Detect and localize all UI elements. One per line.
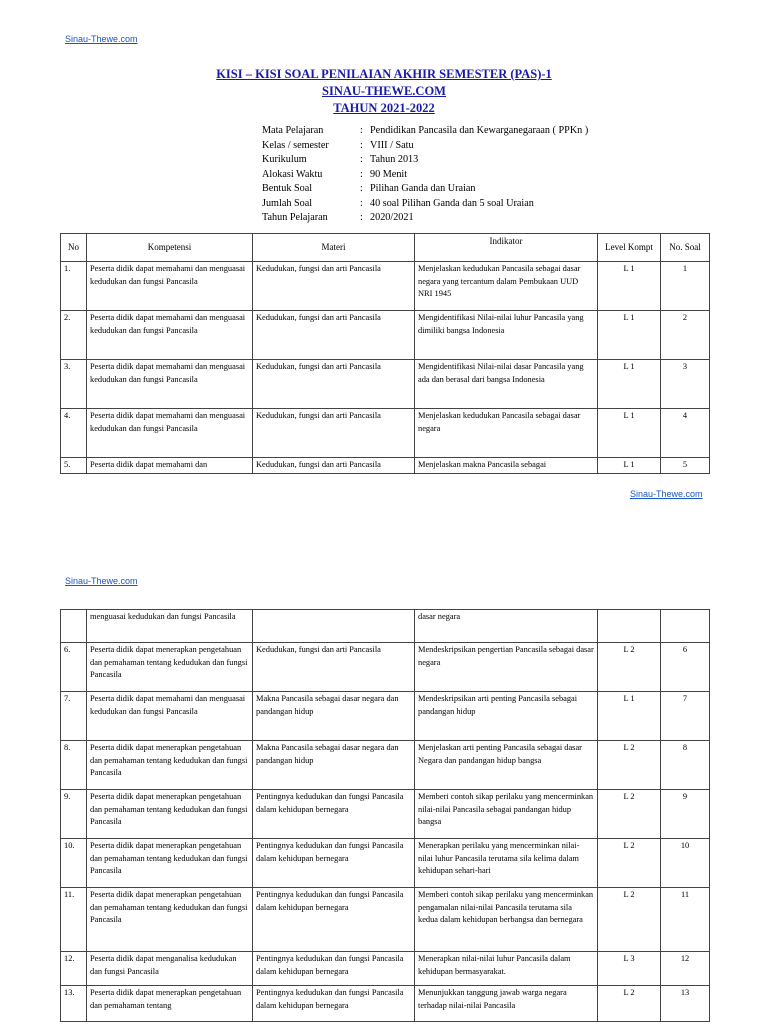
cell-materi: Kedudukan, fungsi dan arti Pancasila [253,360,415,409]
cell-no-soal: 12 [661,952,710,986]
cell-no-soal: 11 [661,888,710,952]
cell-kompetensi: Peserta didik dapat menerapkan pengetahuan dan pemahaman tentang kedudukan dan fungsi Pancasila [87,888,253,952]
cell-kompetensi: Peserta didik dapat memahami dan menguasai kedudukan dan fungsi Pancasila [87,409,253,458]
cell-no: 11. [61,888,87,952]
cell-materi: Pentingnya kedudukan dan fungsi Pancasila dalam kehidupan bernegara [253,986,415,1022]
meta-colon: : [360,197,363,209]
document-metadata [262,124,588,226]
table-row [61,790,710,839]
cell-no: 3. [61,360,87,409]
site-link-footer[interactable]: Sinau-Thewe.com [630,489,703,499]
cell-level [598,610,661,643]
kisi-table-page-2 [60,609,710,1022]
meta-value: VIII / Satu [370,139,414,151]
cell-materi [253,610,415,643]
header-level: Level Kompt [598,234,661,262]
cell-materi: Kedudukan, fungsi dan arti Pancasila [253,311,415,360]
table-row [61,409,710,458]
meta-label: Mata Pelajaran [262,125,324,136]
cell-no-soal: 8 [661,741,710,790]
table-row [61,610,710,643]
cell-materi: Makna Pancasila sebagai dasar negara dan pandangan hidup [253,741,415,790]
cell-materi: Kedudukan, fungsi dan arti Pancasila [253,643,415,692]
cell-materi: Makna Pancasila sebagai dasar negara dan pandangan hidup [253,692,415,741]
cell-no-soal: 6 [661,643,710,692]
cell-level: L 2 [598,839,661,888]
cell-materi: Pentingnya kedudukan dan fungsi Pancasila dalam kehidupan bernegara [253,839,415,888]
cell-kompetensi: Peserta didik dapat memahami dan menguasai kedudukan dan fungsi Pancasila [87,262,253,311]
cell-level: L 2 [598,888,661,952]
meta-row [262,211,588,226]
cell-materi: Kedudukan, fungsi dan arti Pancasila [253,409,415,458]
header-materi: Materi [253,234,415,262]
meta-label: Alokasi Waktu [262,168,323,180]
cell-no [61,610,87,643]
cell-no: 12. [61,952,87,986]
table-row [61,311,710,360]
meta-label: Kelas / semester [262,139,329,151]
meta-value: Pilihan Ganda dan Uraian [370,183,476,194]
meta-label: Tahun Pelajaran [262,212,328,223]
table-row [61,262,710,311]
table-row [61,692,710,741]
table-row [61,888,710,952]
table-row [61,952,710,986]
title-line-2: SINAU-THEWE.COM [322,84,446,98]
table-row [61,741,710,790]
meta-row [262,182,588,197]
meta-row [262,124,588,139]
cell-no-soal: 4 [661,409,710,458]
cell-level: L 2 [598,741,661,790]
cell-level: L 2 [598,643,661,692]
header-no: No [61,234,87,262]
meta-label: Jumlah Soal [262,197,313,209]
document-title [0,66,768,117]
cell-materi: Pentingnya kedudukan dan fungsi Pancasila dalam kehidupan bernegara [253,790,415,839]
cell-no-soal: 2 [661,311,710,360]
cell-indikator: Memberi contoh sikap perilaku yang mencerminkan pengamalan nilai-nilai Pancasila terutama sila kedua dalam kehidupan berbangsa dan bernegara [415,888,598,952]
site-link-header-page-2[interactable]: Sinau-Thewe.com [65,576,138,586]
table-row [61,643,710,692]
meta-colon: : [360,154,363,165]
meta-value: 90 Menit [370,168,408,180]
header-kompetensi: Kompetensi [87,234,253,262]
meta-value: Tahun 2013 [370,154,419,165]
cell-no: 1. [61,262,87,311]
cell-level: L 1 [598,458,661,474]
table-row [61,458,710,474]
header-nosoal: No. Soal [661,234,710,262]
cell-no: 5. [61,458,87,474]
meta-colon: : [360,125,363,136]
meta-value: Pendidikan Pancasila dan Kewarganegaraan ( PPKn ) [370,125,589,136]
cell-indikator: Memberi contoh sikap perilaku yang mencerminkan nilai-nilai Pancasila sebagai pandangan hidup bangsa [415,790,598,839]
cell-no: 10. [61,839,87,888]
cell-level: L 3 [598,952,661,986]
cell-materi: Pentingnya kedudukan dan fungsi Pancasila dalam kehidupan bernegara [253,888,415,952]
cell-level: L 1 [598,262,661,311]
cell-no-soal [661,610,710,643]
cell-indikator: Menjelaskan kedudukan Pancasila sebagai dasar negara [415,409,598,458]
cell-no: 8. [61,741,87,790]
cell-no: 9. [61,790,87,839]
meta-row [262,139,588,154]
title-line-1: KISI – KISI SOAL PENILAIAN AKHIR SEMESTER (PAS)-1 [216,67,552,81]
meta-colon: : [360,212,363,223]
cell-kompetensi: Peserta didik dapat menganalisa kedudukan dan fungsi Pancasila [87,952,253,986]
site-link-header[interactable]: Sinau-Thewe.com [65,34,138,44]
cell-no-soal: 7 [661,692,710,741]
cell-materi: Kedudukan, fungsi dan arti Pancasila [253,458,415,474]
cell-no: 2. [61,311,87,360]
cell-no-soal: 1 [661,262,710,311]
cell-indikator: Menjelaskan arti penting Pancasila sebagai dasar Negara dan pandangan hidup bangsa [415,741,598,790]
cell-materi: Pentingnya kedudukan dan fungsi Pancasila dalam kehidupan bernegara [253,952,415,986]
cell-kompetensi: Peserta didik dapat memahami dan menguasai kedudukan dan fungsi Pancasila [87,311,253,360]
cell-no-soal: 3 [661,360,710,409]
cell-kompetensi: Peserta didik dapat memahami dan [87,458,253,474]
cell-kompetensi: Peserta didik dapat menerapkan pengetahuan dan pemahaman tentang kedudukan dan fungsi Pancasila [87,790,253,839]
cell-indikator: Mengidentifikasi Nilai-nilai luhur Pancasila yang dimiliki bangsa Indonesia [415,311,598,360]
kisi-table-page-1 [60,233,710,474]
cell-kompetensi: menguasai kedudukan dan fungsi Pancasila [87,610,253,643]
meta-value: 40 soal Pilihan Ganda dan 5 soal Uraian [370,197,534,209]
cell-indikator: dasar negara [415,610,598,643]
header-indikator: Indikator [415,234,598,262]
cell-indikator: Menjelaskan kedudukan Pancasila sebagai dasar negara yang tercantum dalam Pembukaan UUD NRI 1945 [415,262,598,311]
cell-kompetensi: Peserta didik dapat menerapkan pengetahuan dan pemahaman tentang kedudukan dan fungsi Pancasila [87,741,253,790]
cell-level: L 1 [598,692,661,741]
cell-level: L 2 [598,790,661,839]
cell-kompetensi: Peserta didik dapat menerapkan pengetahuan dan pemahaman tentang kedudukan dan fungsi Pancasila [87,643,253,692]
meta-colon: : [360,183,363,194]
cell-level: L 1 [598,311,661,360]
meta-label: Kurikulum [262,154,307,165]
table-row [61,839,710,888]
meta-row [262,197,588,212]
meta-label: Bentuk Soal [262,183,313,194]
meta-value: 2020/2021 [370,212,414,223]
cell-no-soal: 10 [661,839,710,888]
cell-level: L 1 [598,360,661,409]
meta-row [262,153,588,168]
cell-indikator: Menerapkan perilaku yang mencerminkan nilai-nilai luhur Pancasila terutama sila kelima dalam kehidupan sehari-hari [415,839,598,888]
meta-row [262,168,588,183]
cell-indikator: Mendeskripsikan pengertian Pancasila sebagai dasar negara [415,643,598,692]
cell-no-soal: 9 [661,790,710,839]
cell-no-soal: 13 [661,986,710,1022]
cell-no: 7. [61,692,87,741]
table-row [61,986,710,1022]
table-row [61,360,710,409]
cell-indikator: Menjelaskan makna Pancasila sebagai [415,458,598,474]
cell-level: L 2 [598,986,661,1022]
cell-no: 13. [61,986,87,1022]
cell-kompetensi: Peserta didik dapat memahami dan menguasai kedudukan dan fungsi Pancasila [87,360,253,409]
cell-no: 6. [61,643,87,692]
cell-indikator: Mengidentifikasi Nilai-nilai dasar Pancasila yang ada dan berasal dari bangsa Indonesia [415,360,598,409]
meta-colon: : [360,139,363,151]
cell-no-soal: 5 [661,458,710,474]
title-line-3: TAHUN 2021-2022 [333,101,435,115]
cell-kompetensi: Peserta didik dapat menerapkan pengetahuan dan pemahaman tentang kedudukan dan fungsi Pancasila [87,839,253,888]
cell-kompetensi: Peserta didik dapat memahami dan menguasai kedudukan dan fungsi Pancasila [87,692,253,741]
cell-indikator: Mendeskripsikan arti penting Pancasila sebagai pandangan hidup [415,692,598,741]
cell-kompetensi: Peserta didik dapat menerapkan pengetahuan dan pemahaman tentang [87,986,253,1022]
meta-colon: : [360,168,363,180]
cell-no: 4. [61,409,87,458]
cell-indikator: Menerapkan nilai-nilai luhur Pancasila dalam kehidupan bermasyarakat. [415,952,598,986]
cell-materi: Kedudukan, fungsi dan arti Pancasila [253,262,415,311]
cell-indikator: Menunjukkan tanggung jawab warga negara terhadap nilai-nilai Pancasila [415,986,598,1022]
cell-level: L 1 [598,409,661,458]
